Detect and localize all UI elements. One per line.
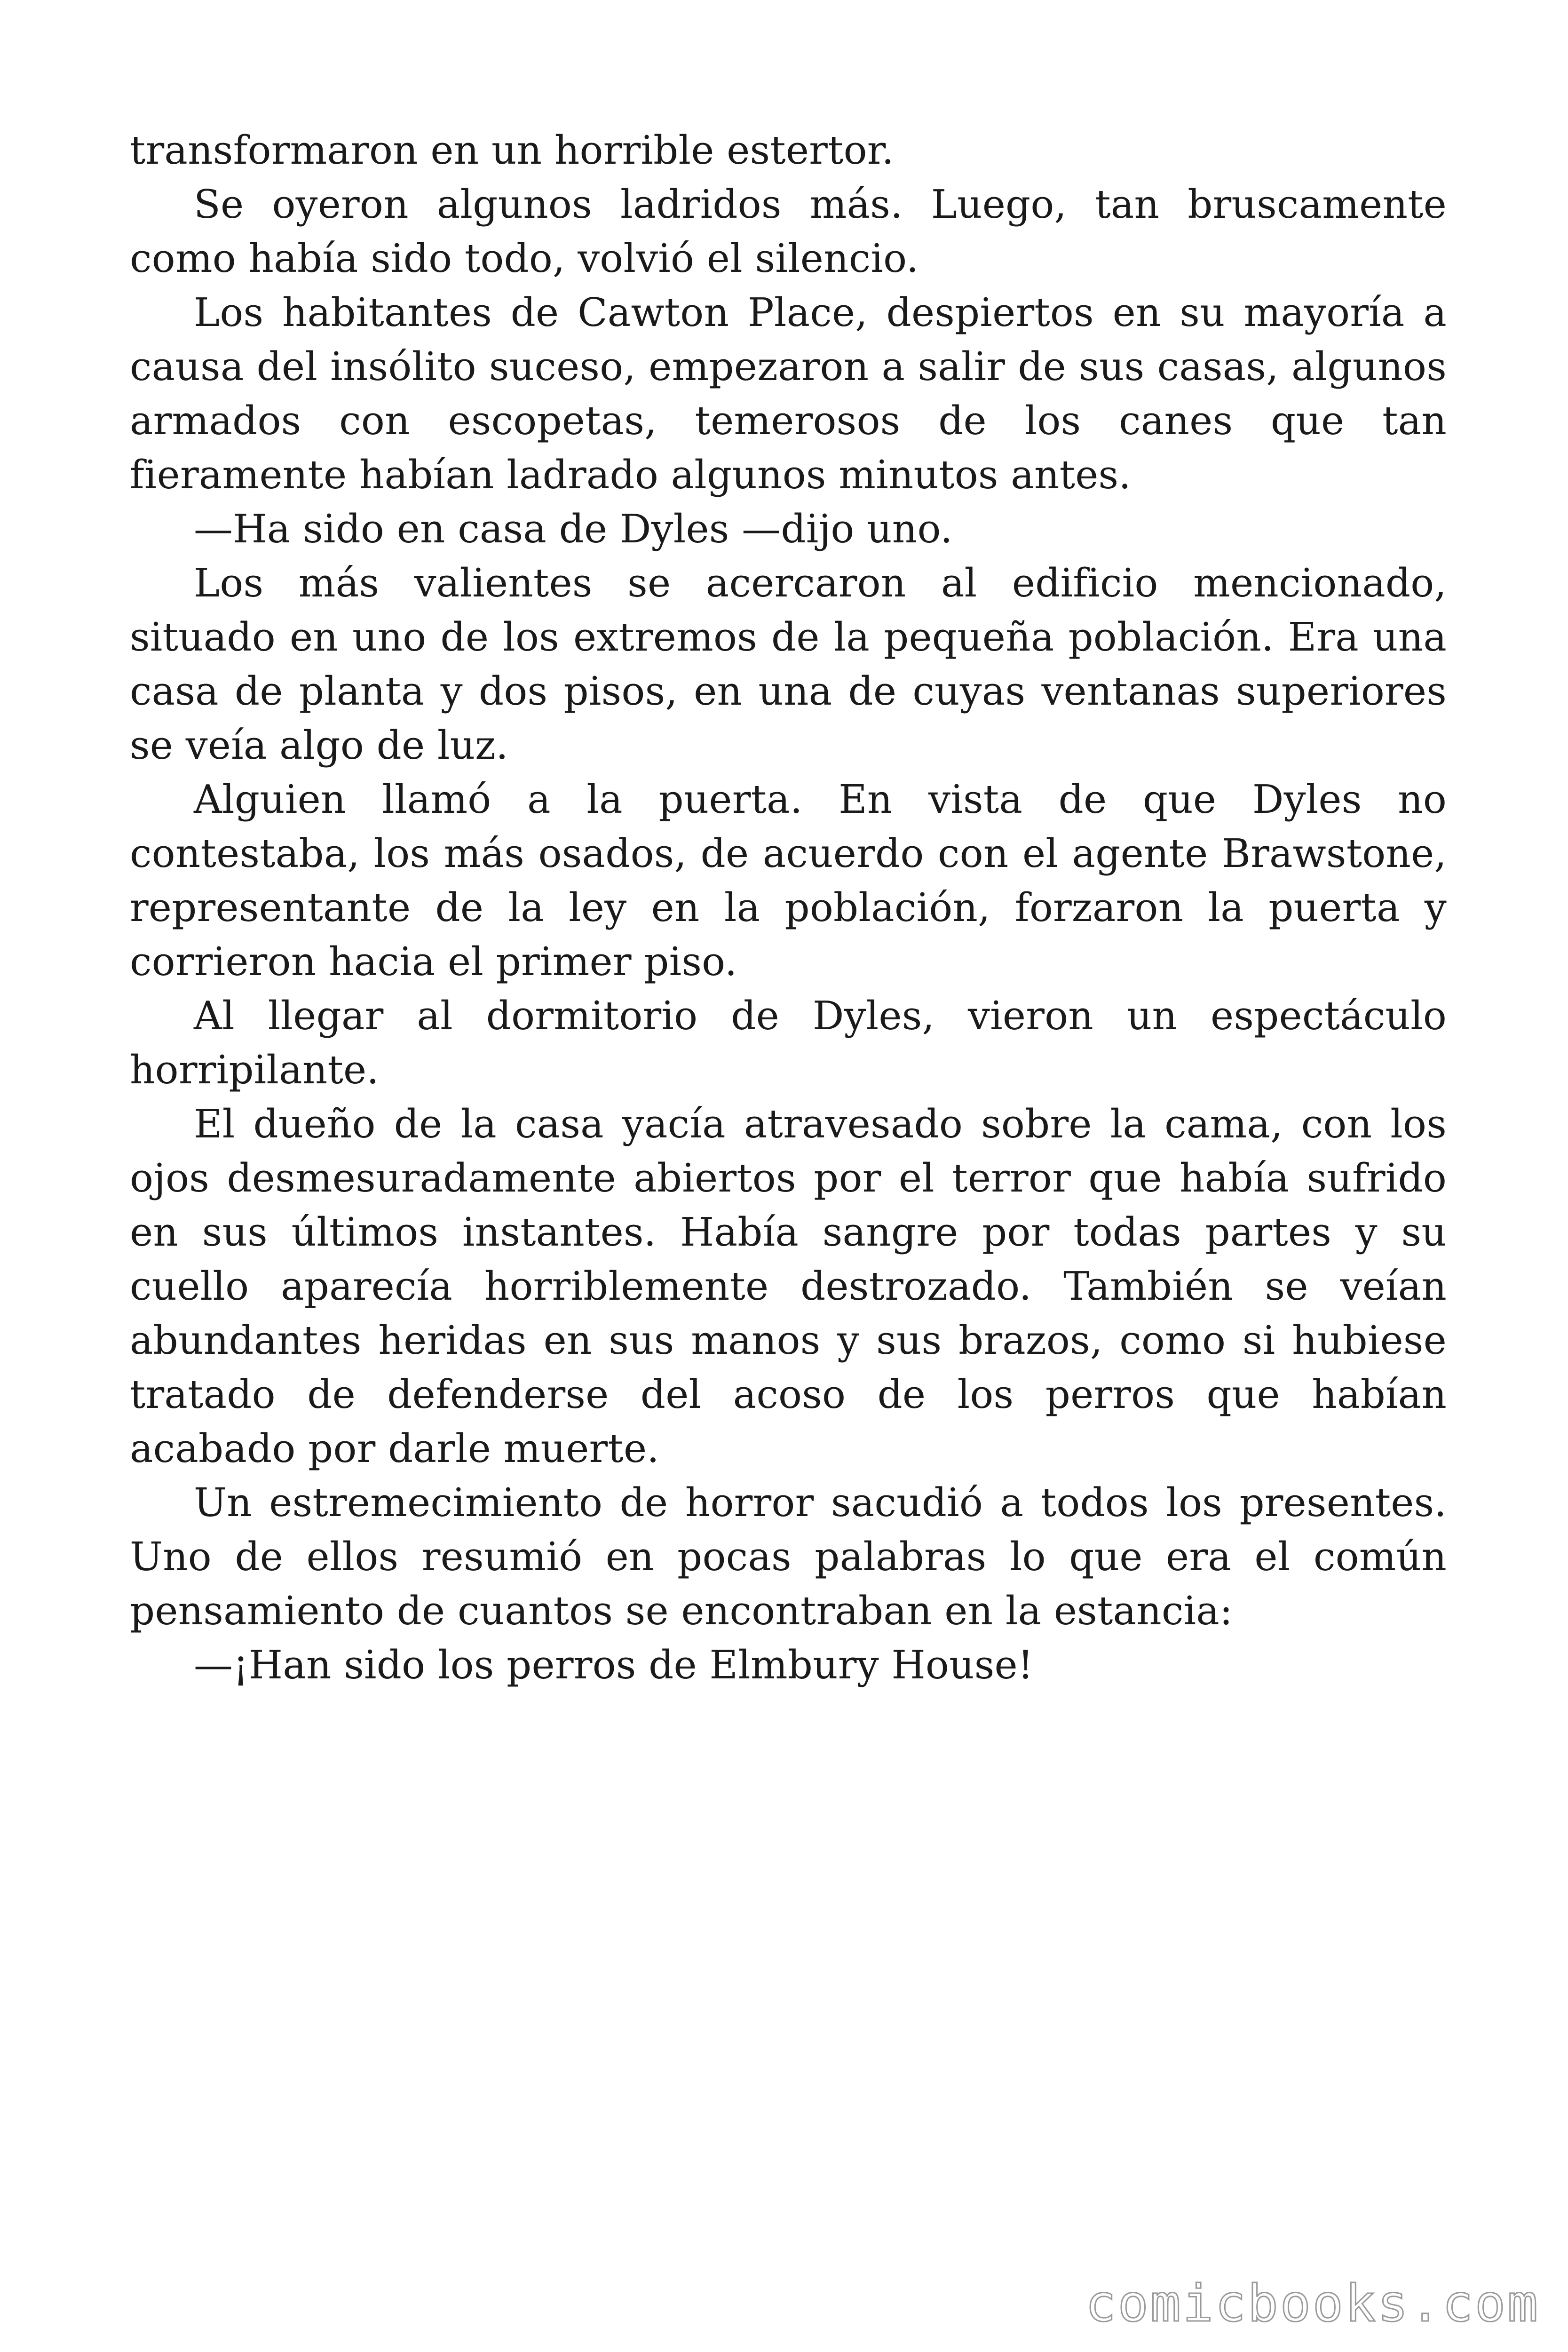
page-body-text bbox=[130, 123, 1447, 1692]
paragraph-10: —¡Han sido los perros de Elmbury House! bbox=[194, 1642, 1034, 1688]
paragraph-7: Al llegar al dormitorio de Dyles, vieron un espectáculo horripilante. bbox=[130, 993, 1447, 1093]
paragraph-3: Los habitantes de Cawton Place, despiertos en su mayoría a causa del insólito suceso, empezaron a salir de sus casas, algunos armados con escopetas, temerosos de los canes que tan fieramente habían ladrado algunos minutos antes. bbox=[130, 290, 1447, 498]
paragraph-8: El dueño de la casa yacía atravesado sobre la cama, con los ojos desmesuradamente abiertos por el terror que había sufrido en sus últimos instantes. Había sangre por todas partes y su cuello aparecía horriblemente destrozado. También se veían abundantes heridas en sus manos y sus brazos, como si hubiese tratado de defenderse del acoso de los perros que habían acabado por darle muerte. bbox=[130, 1101, 1447, 1471]
watermark: comicbooks.com bbox=[1085, 2274, 1540, 2333]
paragraph-1: transformaron en un horrible estertor. bbox=[130, 127, 895, 173]
paragraph-5: Los más valientes se acercaron al edificio mencionado, situado en uno de los extremos de la pequeña población. Era una casa de planta y dos pisos, en una de cuyas ventanas superiores se veía algo de luz. bbox=[130, 560, 1447, 768]
paragraph-4: —Ha sido en casa de Dyles —dijo uno. bbox=[194, 506, 953, 552]
paragraph-6: Alguien llamó a la puerta. En vista de que Dyles no contestaba, los más osados, de acuerdo con el agente Brawstone, representante de la ley en la población, forzaron la puerta y corrieron hacia el primer piso. bbox=[130, 777, 1447, 985]
paragraph-9: Un estremecimiento de horror sacudió a todos los presentes. Uno de ellos resumió en pocas palabras lo que era el común pensamiento de cuantos se encontraban en la estancia: bbox=[130, 1480, 1447, 1634]
paragraph-2: Se oyeron algunos ladridos más. Luego, tan bruscamente como había sido todo, volvió el silencio. bbox=[130, 182, 1447, 281]
